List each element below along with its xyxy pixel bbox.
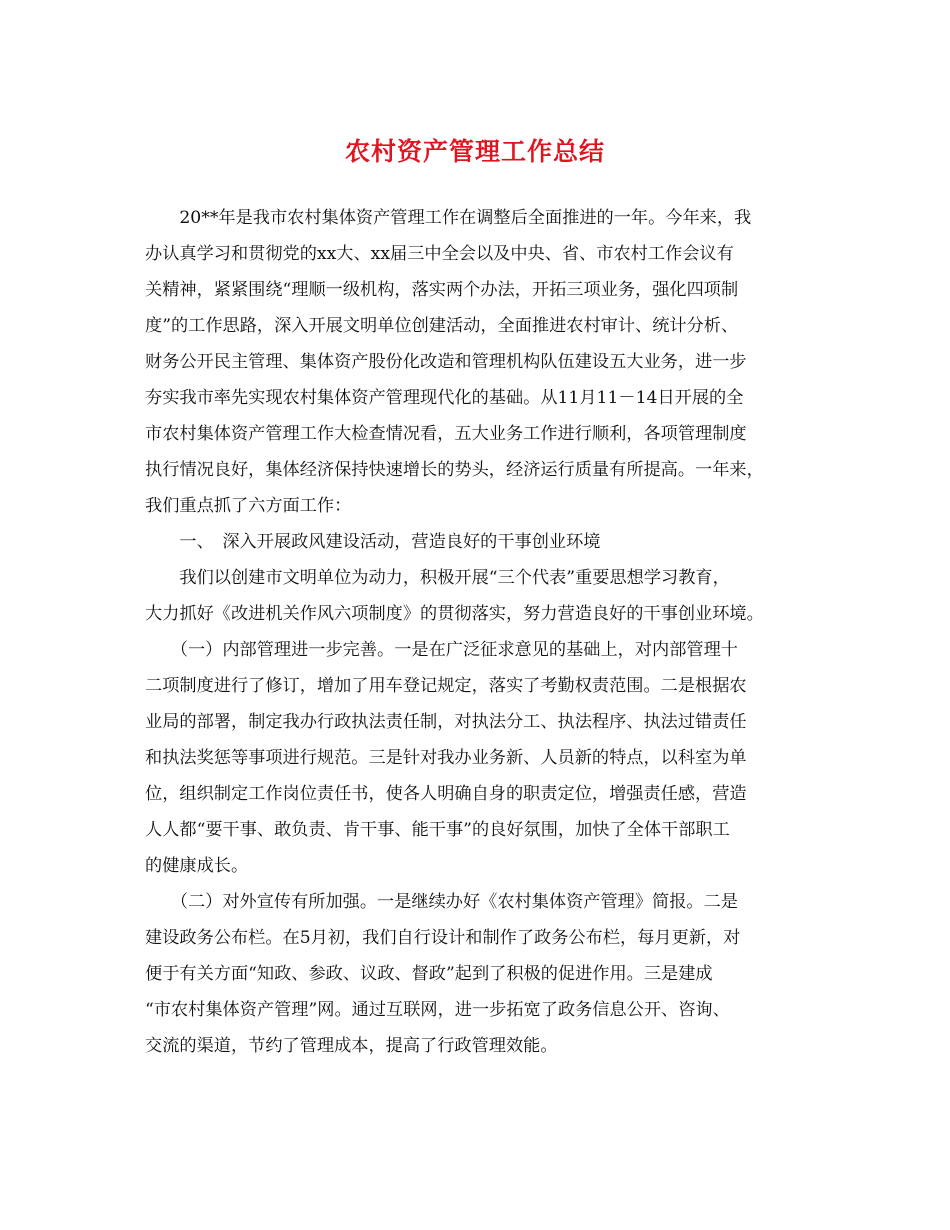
body-line: 二项制度进行了修订，增加了用车登记规定，落实了考勤权责范围。二是根据农	[145, 676, 747, 696]
body-line: 业局的部署，制定我办行政执法责任制，对执法分工、执法程序、执法过错责任	[145, 712, 747, 732]
body-line: 大力抓好《改进机关作风六项制度》的贯彻落实，努力营造良好的干事创业环境。	[145, 604, 764, 624]
body-line: 交流的渠道，节约了管理成本，提高了行政管理效能。	[145, 1036, 558, 1056]
body-line: （二）对外宣传有所加强。一是继续办好《农村集体资产管理》简报。二是	[145, 892, 738, 912]
body-line: 财务公开民主管理、集体资产股份化改造和管理机构队伍建设五大业务，进一步	[145, 352, 747, 372]
body-line: 的健康成长。	[145, 856, 249, 876]
body-line: 人人都“要干事、敢负责、肯干事、能干事”的良好氛围，加快了全体干部职工	[145, 820, 730, 840]
body-line: 办认真学习和贯彻党的xx大、xx届三中全会以及中央、省、市农村工作会议有	[145, 244, 734, 264]
body-line: 便于有关方面“知政、参政、议政、督政”起到了积极的促进作用。三是建成	[145, 964, 713, 984]
body-line: 建设政务公布栏。在5月初，我们自行设计和制作了政务公布栏，每月更新，对	[145, 928, 741, 948]
body-line: 位，组织制定工作岗位责任书，使各人明确自身的职责定位，增强责任感，营造	[145, 784, 747, 804]
body-line: 市农村集体资产管理工作大检查情况看，五大业务工作进行顺利，各项管理制度	[145, 424, 747, 444]
body-line: 20**年是我市农村集体资产管理工作在调整后全面推进的一年。今年来，我	[145, 208, 752, 228]
body-line: 我们重点抓了六方面工作：	[145, 496, 352, 516]
body-line: 关精神，紧紧围绕“理顺一级机构，落实两个办法，开拓三项业务，强化四项制	[145, 280, 739, 300]
body-line: 执行情况良好，集体经济保持快速增长的势头，经济运行质量有所提高。一年来，	[145, 460, 764, 480]
body-line: “市农村集体资产管理”网。通过互联网，进一步拓宽了政务信息公开、咨询、	[145, 1000, 730, 1020]
body-line: （一）内部管理进一步完善。一是在广泛征求意见的基础上，对内部管理十	[145, 640, 738, 660]
body-line: 和执法奖惩等事项进行规范。三是针对我办业务新、人员新的特点，以科室为单	[145, 748, 747, 768]
document-title: 农村资产管理工作总结	[344, 137, 605, 166]
body-line: 夯实我市率先实现农村集体资产管理现代化的基础。从11月11－14日开展的全	[145, 388, 744, 408]
body-line: 度”的工作思路，深入开展文明单位创建活动，全面推进农村审计、统计分析、	[145, 316, 739, 336]
section-heading: 一、 深入开展政风建设活动，营造良好的干事创业环境	[145, 532, 601, 552]
body-line: 我们以创建市文明单位为动力，积极开展“三个代表”重要思想学习教育，	[145, 568, 730, 588]
